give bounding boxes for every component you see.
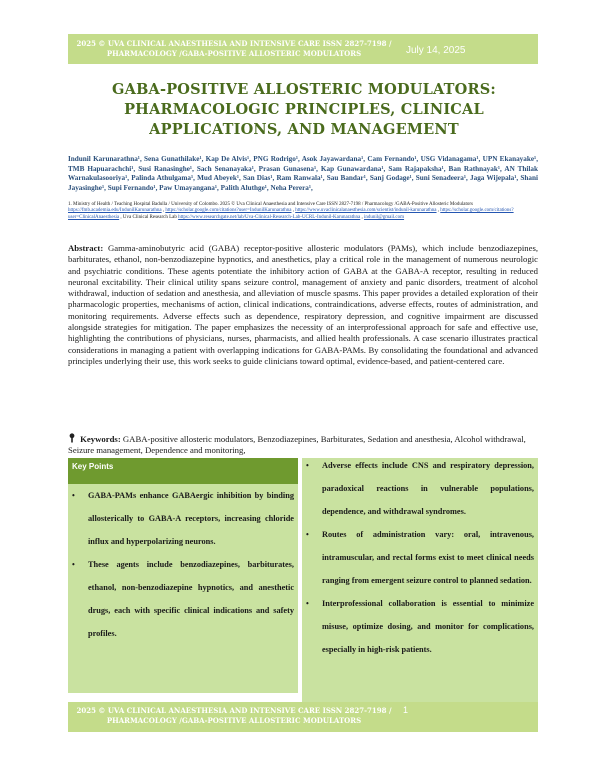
- key-points-right-list: [302, 454, 534, 661]
- key-points-heading: Key Points: [72, 462, 114, 471]
- profile-link-5[interactable]: https://www.researchgate.net/lab/Uva-Clinical-Research-Lab-UCRL-Indunil-Karunarathna: [178, 214, 361, 220]
- list-item: • Routes of administration vary: oral, intravenous, intramuscular, and rectal forms exist to meet clinical needs ranging from emergent seizure control to planned sedation.: [302, 523, 534, 592]
- keywords-label: Keywords:: [80, 434, 121, 444]
- profile-link-3[interactable]: https://www.uvaclinicalanaesthesia.com/scientist/indunil-karunarathna: [295, 208, 437, 214]
- title-line-2: PHARMACOLOGIC PRINCIPLES, CLINICAL: [124, 101, 484, 118]
- page-footer: [68, 702, 538, 732]
- footer-journal-text: [68, 706, 400, 726]
- affiliation-text: 1. Ministry of Health / Teaching Hospital Badulla / University of Colombo. 2025 © Uva Clinical Anaesthesia and Intensive Care ISSN 2827-7198 / Pharmacology /GABA-Positive Allosteric Modulators: [68, 202, 473, 207]
- list-item: • GABA-PAMs enhance GABAergic inhibition by binding allosterically to GABA-A receptors, increasing chloride influx and hyperpolarizing neurons.: [68, 484, 294, 553]
- key-icon: [68, 433, 76, 443]
- affiliation-block: [68, 202, 538, 221]
- abstract-text: Gamma-aminobutyric acid (GABA) receptor-positive allosteric modulators (PAMs), which include benzodiazepines, barbiturates, ethanol, non-benzodiazepine hypnotics, and anesthetics, play a critical role in the management of numerous neurologic and psychiatric conditions. These agents potentiate the inhibitory action of GABA at the GABA-A receptor, resulting in reduced neuronal excitability. Their clinical utility spans seizure control, management of anxiety and panic disorders, treatment of alcohol withdrawal, induction of sedation and anesthesia, and alleviation of muscle spasms. This paper provides a detailed exploration of their pharmacologic properties, mechanisms of action, clinical indications, contraindications, adverse effects, routes of administration, and monitoring requirements. Adverse effects such as dependence, respiratory depression, and cognitive impairment are discussed alongside strategies for mitigation. The paper emphasizes the necessity of an interprofessional approach for safe and effective use, highlighting the contributions of physicians, nurses, pharmacists, and allied health professionals. A case scenario illustrates practical considerations in managing a patient with overlapping indications for GABA-PAMs. By consolidating the foundational and advanced principles underlying their use, this work seeks to guide clinicians toward optimal, evidence-based, and patient-centered care.: [68, 243, 538, 366]
- footer-line-1: 2025 © UVA CLINICAL ANAESTHESIA AND INTENSIVE CARE ISSN 2827-7198 /: [76, 706, 392, 715]
- bullet-icon: •: [72, 560, 75, 569]
- header-line-1: 2025 © UVA CLINICAL ANAESTHESIA AND INTENSIVE CARE ISSN 2827-7198 /: [76, 39, 392, 48]
- header-line-2: PHARMACOLOGY /GABA-POSITIVE ALLOSTERIC MODULATORS: [106, 49, 362, 58]
- page-header: [68, 34, 538, 64]
- abstract: [68, 243, 538, 367]
- email-link[interactable]: indunil@gmail.com: [364, 214, 405, 220]
- profile-link-4[interactable]: https://scholar.google.com/citations?user=ClinicalAnaesthesia: [68, 208, 514, 220]
- list-item: • These agents include benzodiazepines, barbiturates, ethanol, non-benzodiazepine hypnotics, and anesthetic drugs, each with specific clinical indications and safety profiles.: [68, 553, 294, 645]
- list-item: • Adverse effects include CNS and respiratory depression, paradoxical reactions in vulnerable populations, dependence, and withdrawal syndromes.: [302, 454, 534, 523]
- bullet-icon: •: [306, 599, 309, 608]
- title-line-1: GABA-POSITIVE ALLOSTERIC MODULATORS:: [112, 81, 496, 98]
- profile-link-1[interactable]: https://fmb.academia.edu/IndunilKarunarathna: [68, 208, 162, 214]
- paper-title: [70, 80, 538, 140]
- key-points-heading-bar: [68, 458, 298, 484]
- author-list: Indunil Karunarathna¹, Sena Gunathilake¹, Kap De Alvis¹, PNG Rodrigo¹, Asok Jayawardana¹, Cam Fernando¹, USG Vidanagama¹, UPN Ekanayake¹, TMB Hapuarachchi¹, Susi Ranasinghe¹, Sach Senanayaka¹, Prasan Gunasena¹, Kap Gunawardana¹, Sam Rajapaksha¹, Ban Rathnayak¹, AN Thilak Warnakulasooriya¹, Palinda Athulgama¹, Mud Abeyek¹, San Dias¹, Ram Ranwala¹, Sau Bandar¹, Sanj Godage¹, Suni Senadeera¹, Jaga Wijepala¹, Shani Jayasinghe¹, Supi Fernando¹, Paw Umayangana¹, Palith Aluthge¹, Neha Perera¹,: [68, 155, 538, 192]
- bullet-icon: •: [306, 530, 309, 539]
- title-line-3: APPLICATIONS, AND MANAGEMENT: [149, 121, 459, 138]
- header-journal-text: [68, 39, 400, 59]
- list-item: • Interprofessional collaboration is essential to minimize misuse, optimize dosing, and monitor for complications, especially in high-risk patients.: [302, 592, 534, 661]
- key-points-left-list: [68, 484, 294, 645]
- key-points-right-box: [302, 458, 538, 702]
- abstract-label: Abstract:: [68, 243, 104, 253]
- bullet-icon: •: [306, 461, 309, 470]
- affiliation-links: https://fmb.academia.edu/IndunilKarunarathna , https://scholar.google.com/citations?user=IndunilKarunarathna , https://www.uvaclinicalanaesthesia.com/scientist/indunil-karunarathna , https://scholar.google.com/citations?user=ClinicalAnaesthesia , Uva Clinical Research Lab https://www.researchgate.net/lab/Uva-Clinical-Research-Lab-UCRL-Indunil-Karunarathna , indunil@gmail.com: [68, 208, 514, 220]
- lab-label: Uva Clinical Research Lab: [122, 214, 177, 220]
- header-date: July 14, 2025: [406, 45, 466, 56]
- profile-link-2[interactable]: https://scholar.google.com/citations?user=IndunilKarunarathna: [165, 208, 292, 214]
- footer-line-2: PHARMACOLOGY /GABA-POSITIVE ALLOSTERIC MODULATORS: [106, 716, 362, 725]
- page-number: 1: [403, 705, 409, 715]
- key-points-left-box: [68, 458, 298, 693]
- bullet-icon: •: [72, 491, 75, 500]
- keywords-text: GABA-positive allosteric modulators, Benzodiazepines, Barbiturates, Sedation and anesthesia, Alcohol withdrawal, Seizure management, Dependence and monitoring,: [68, 434, 526, 456]
